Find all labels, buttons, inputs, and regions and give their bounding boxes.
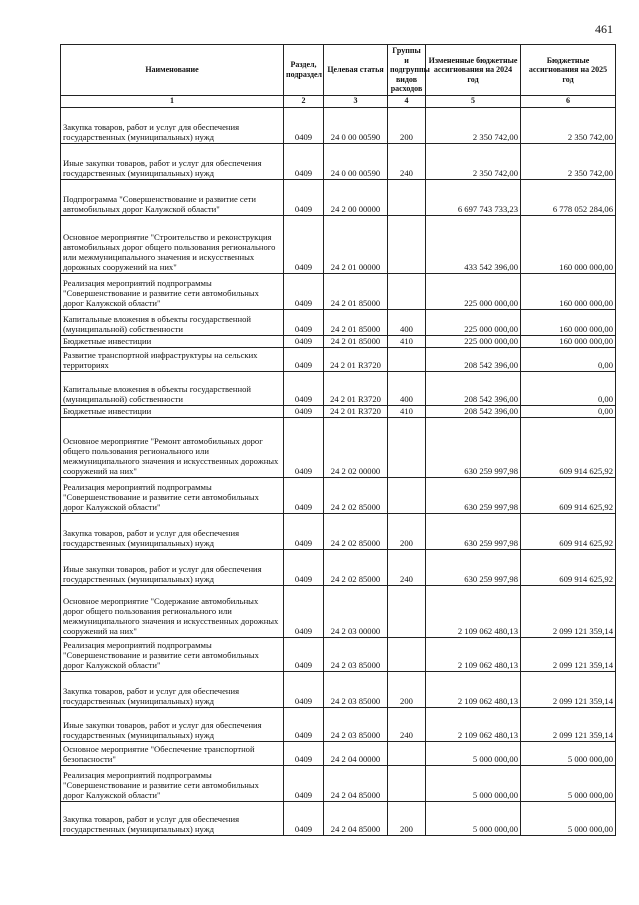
row-target: 24 0 00 00590 — [324, 107, 388, 143]
row-section: 0409 — [284, 765, 324, 801]
row-amount-2025: 6 778 052 284,06 — [521, 179, 616, 215]
table-row — [61, 371, 616, 405]
row-amount-2025: 609 914 625,92 — [521, 513, 616, 549]
row-amount-2025: 0,00 — [521, 347, 616, 371]
row-name: Закупка товаров, работ и услуг для обеспечения государственных (муниципальных) нужд — [61, 801, 284, 835]
row-amount-2024: 2 350 742,00 — [426, 143, 521, 179]
row-section: 0409 — [284, 741, 324, 765]
header-section: Раздел, подраздел — [284, 45, 324, 96]
row-target: 24 2 02 85000 — [324, 477, 388, 513]
row-section: 0409 — [284, 107, 324, 143]
row-section: 0409 — [284, 335, 324, 347]
table-row — [61, 765, 616, 801]
row-target: 24 2 04 85000 — [324, 801, 388, 835]
row-group — [388, 417, 426, 477]
row-group — [388, 347, 426, 371]
table-row — [61, 707, 616, 741]
row-target: 24 2 03 85000 — [324, 671, 388, 707]
row-amount-2025: 609 914 625,92 — [521, 477, 616, 513]
row-group — [388, 179, 426, 215]
row-group — [388, 273, 426, 309]
row-section: 0409 — [284, 549, 324, 585]
row-name: Капитальные вложения в объекты государственной (муниципальной) собственности — [61, 371, 284, 405]
row-amount-2024: 2 109 062 480,13 — [426, 707, 521, 741]
row-amount-2024: 630 259 997,98 — [426, 477, 521, 513]
row-section: 0409 — [284, 801, 324, 835]
row-name: Реализация мероприятий подпрограммы "Совершенствование и развитие сети автомобильных дорог Калужской области" — [61, 273, 284, 309]
row-name: Капитальные вложения в объекты государственной (муниципальной) собственности — [61, 309, 284, 335]
row-section: 0409 — [284, 215, 324, 273]
table-row — [61, 477, 616, 513]
row-name: Иные закупки товаров, работ и услуг для обеспечения государственных (муниципальных) нужд — [61, 143, 284, 179]
row-amount-2025: 2 350 742,00 — [521, 107, 616, 143]
table-row — [61, 179, 616, 215]
row-target: 24 2 01 R3720 — [324, 371, 388, 405]
table-row — [61, 741, 616, 765]
row-amount-2025: 2 350 742,00 — [521, 143, 616, 179]
row-amount-2025: 5 000 000,00 — [521, 801, 616, 835]
row-name: Подпрограмма "Совершенствование и развитие сети автомобильных дорог Калужской области" — [61, 179, 284, 215]
row-target: 24 2 01 00000 — [324, 215, 388, 273]
row-section: 0409 — [284, 143, 324, 179]
row-amount-2025: 2 099 121 359,14 — [521, 671, 616, 707]
row-section: 0409 — [284, 405, 324, 417]
row-name: Основное мероприятие "Содержание автомобильных дорог общего пользования регионального или межмуниципального значения и искусственных дорожных сооружений на них" — [61, 585, 284, 637]
column-number: 3 — [324, 95, 388, 107]
row-amount-2024: 433 542 396,00 — [426, 215, 521, 273]
header-group: Группы и подгруппы видов расходов — [388, 45, 426, 96]
table-header — [61, 45, 616, 108]
row-target: 24 0 00 00590 — [324, 143, 388, 179]
row-name: Закупка товаров, работ и услуг для обеспечения государственных (муниципальных) нужд — [61, 671, 284, 707]
row-target: 24 2 04 85000 — [324, 765, 388, 801]
row-name: Закупка товаров, работ и услуг для обеспечения государственных (муниципальных) нужд — [61, 107, 284, 143]
column-number-row — [61, 95, 616, 107]
row-amount-2025: 160 000 000,00 — [521, 215, 616, 273]
row-group: 200 — [388, 107, 426, 143]
table-row — [61, 637, 616, 671]
row-amount-2024: 630 259 997,98 — [426, 417, 521, 477]
row-group: 240 — [388, 707, 426, 741]
row-amount-2024: 208 542 396,00 — [426, 371, 521, 405]
row-name: Реализация мероприятий подпрограммы "Совершенствование и развитие сети автомобильных дорог Калужской области" — [61, 765, 284, 801]
row-group: 240 — [388, 143, 426, 179]
row-amount-2024: 208 542 396,00 — [426, 347, 521, 371]
row-group: 200 — [388, 513, 426, 549]
row-target: 24 2 02 00000 — [324, 417, 388, 477]
row-section: 0409 — [284, 347, 324, 371]
table-row — [61, 273, 616, 309]
table-row — [61, 143, 616, 179]
row-group: 410 — [388, 335, 426, 347]
row-amount-2025: 2 099 121 359,14 — [521, 585, 616, 637]
row-amount-2025: 0,00 — [521, 405, 616, 417]
row-section: 0409 — [284, 513, 324, 549]
row-amount-2024: 630 259 997,98 — [426, 549, 521, 585]
row-name: Иные закупки товаров, работ и услуг для обеспечения государственных (муниципальных) нужд — [61, 549, 284, 585]
row-section: 0409 — [284, 585, 324, 637]
row-target: 24 2 00 00000 — [324, 179, 388, 215]
row-target: 24 2 01 R3720 — [324, 405, 388, 417]
row-amount-2025: 5 000 000,00 — [521, 765, 616, 801]
row-section: 0409 — [284, 477, 324, 513]
row-group: 400 — [388, 309, 426, 335]
row-amount-2025: 2 099 121 359,14 — [521, 707, 616, 741]
column-number: 2 — [284, 95, 324, 107]
row-group: 200 — [388, 671, 426, 707]
row-group: 400 — [388, 371, 426, 405]
row-section: 0409 — [284, 309, 324, 335]
row-group — [388, 215, 426, 273]
row-target: 24 2 02 85000 — [324, 513, 388, 549]
page-number: 461 — [595, 22, 613, 36]
table-row — [61, 215, 616, 273]
row-section: 0409 — [284, 671, 324, 707]
table-row — [61, 405, 616, 417]
row-group — [388, 585, 426, 637]
table-body — [61, 107, 616, 835]
column-number: 6 — [521, 95, 616, 107]
row-name: Бюджетные инвестиции — [61, 405, 284, 417]
row-section: 0409 — [284, 707, 324, 741]
row-group — [388, 637, 426, 671]
column-number: 4 — [388, 95, 426, 107]
column-number: 1 — [61, 95, 284, 107]
table-row — [61, 513, 616, 549]
row-amount-2024: 2 109 062 480,13 — [426, 585, 521, 637]
row-section: 0409 — [284, 371, 324, 405]
row-amount-2024: 208 542 396,00 — [426, 405, 521, 417]
row-amount-2024: 6 697 743 733,23 — [426, 179, 521, 215]
row-amount-2024: 225 000 000,00 — [426, 309, 521, 335]
row-target: 24 2 01 85000 — [324, 335, 388, 347]
table-row — [61, 107, 616, 143]
table-row — [61, 801, 616, 835]
row-section: 0409 — [284, 637, 324, 671]
row-name: Основное мероприятие "Ремонт автомобильных дорог общего пользования регионального или межмуниципального значения и искусственных дорожных сооружений на них" — [61, 417, 284, 477]
row-amount-2025: 160 000 000,00 — [521, 335, 616, 347]
column-number: 5 — [426, 95, 521, 107]
budget-table — [60, 44, 616, 836]
header-row — [61, 45, 616, 96]
table-row — [61, 417, 616, 477]
row-amount-2025: 5 000 000,00 — [521, 741, 616, 765]
row-target: 24 2 01 R3720 — [324, 347, 388, 371]
row-target: 24 2 01 85000 — [324, 309, 388, 335]
table-row — [61, 671, 616, 707]
row-amount-2024: 2 109 062 480,13 — [426, 637, 521, 671]
row-group — [388, 477, 426, 513]
row-section: 0409 — [284, 417, 324, 477]
row-group: 240 — [388, 549, 426, 585]
row-amount-2025: 160 000 000,00 — [521, 309, 616, 335]
row-target: 24 2 04 00000 — [324, 741, 388, 765]
row-amount-2024: 2 350 742,00 — [426, 107, 521, 143]
table-row — [61, 549, 616, 585]
row-group — [388, 741, 426, 765]
row-target: 24 2 01 85000 — [324, 273, 388, 309]
row-amount-2024: 5 000 000,00 — [426, 801, 521, 835]
row-target: 24 2 03 85000 — [324, 637, 388, 671]
table-row — [61, 309, 616, 335]
row-name: Основное мероприятие "Строительство и реконструкция автомобильных дорог общего пользования регионального или межмуниципального значения и искусственных дорожных сооружений на них" — [61, 215, 284, 273]
row-amount-2025: 0,00 — [521, 371, 616, 405]
row-section: 0409 — [284, 273, 324, 309]
row-name: Развитие транспортной инфраструктуры на сельских территориях — [61, 347, 284, 371]
row-target: 24 2 03 85000 — [324, 707, 388, 741]
row-amount-2024: 225 000 000,00 — [426, 273, 521, 309]
row-amount-2025: 2 099 121 359,14 — [521, 637, 616, 671]
header-target: Целевая статья — [324, 45, 388, 96]
row-amount-2025: 609 914 625,92 — [521, 417, 616, 477]
header-amount-2025: Бюджетные ассигнования на 2025 год — [521, 45, 616, 96]
row-target: 24 2 03 00000 — [324, 585, 388, 637]
row-section: 0409 — [284, 179, 324, 215]
row-group: 410 — [388, 405, 426, 417]
row-amount-2025: 160 000 000,00 — [521, 273, 616, 309]
row-name: Иные закупки товаров, работ и услуг для обеспечения государственных (муниципальных) нужд — [61, 707, 284, 741]
row-name: Реализация мероприятий подпрограммы "Совершенствование и развитие сети автомобильных дорог Калужской области" — [61, 477, 284, 513]
row-amount-2024: 5 000 000,00 — [426, 765, 521, 801]
row-amount-2025: 609 914 625,92 — [521, 549, 616, 585]
row-group: 200 — [388, 801, 426, 835]
table-row — [61, 347, 616, 371]
row-name: Бюджетные инвестиции — [61, 335, 284, 347]
row-name: Основное мероприятие "Обеспечение транспортной безопасности" — [61, 741, 284, 765]
table-row — [61, 335, 616, 347]
row-name: Реализация мероприятий подпрограммы "Совершенствование и развитие сети автомобильных дорог Калужской области" — [61, 637, 284, 671]
row-name: Закупка товаров, работ и услуг для обеспечения государственных (муниципальных) нужд — [61, 513, 284, 549]
row-amount-2024: 5 000 000,00 — [426, 741, 521, 765]
row-group — [388, 765, 426, 801]
header-name: Наименование — [61, 45, 284, 96]
table-row — [61, 585, 616, 637]
header-amount-2024: Измененные бюджетные ассигнования на 2024 год — [426, 45, 521, 96]
row-target: 24 2 02 85000 — [324, 549, 388, 585]
row-amount-2024: 630 259 997,98 — [426, 513, 521, 549]
row-amount-2024: 225 000 000,00 — [426, 335, 521, 347]
row-amount-2024: 2 109 062 480,13 — [426, 671, 521, 707]
